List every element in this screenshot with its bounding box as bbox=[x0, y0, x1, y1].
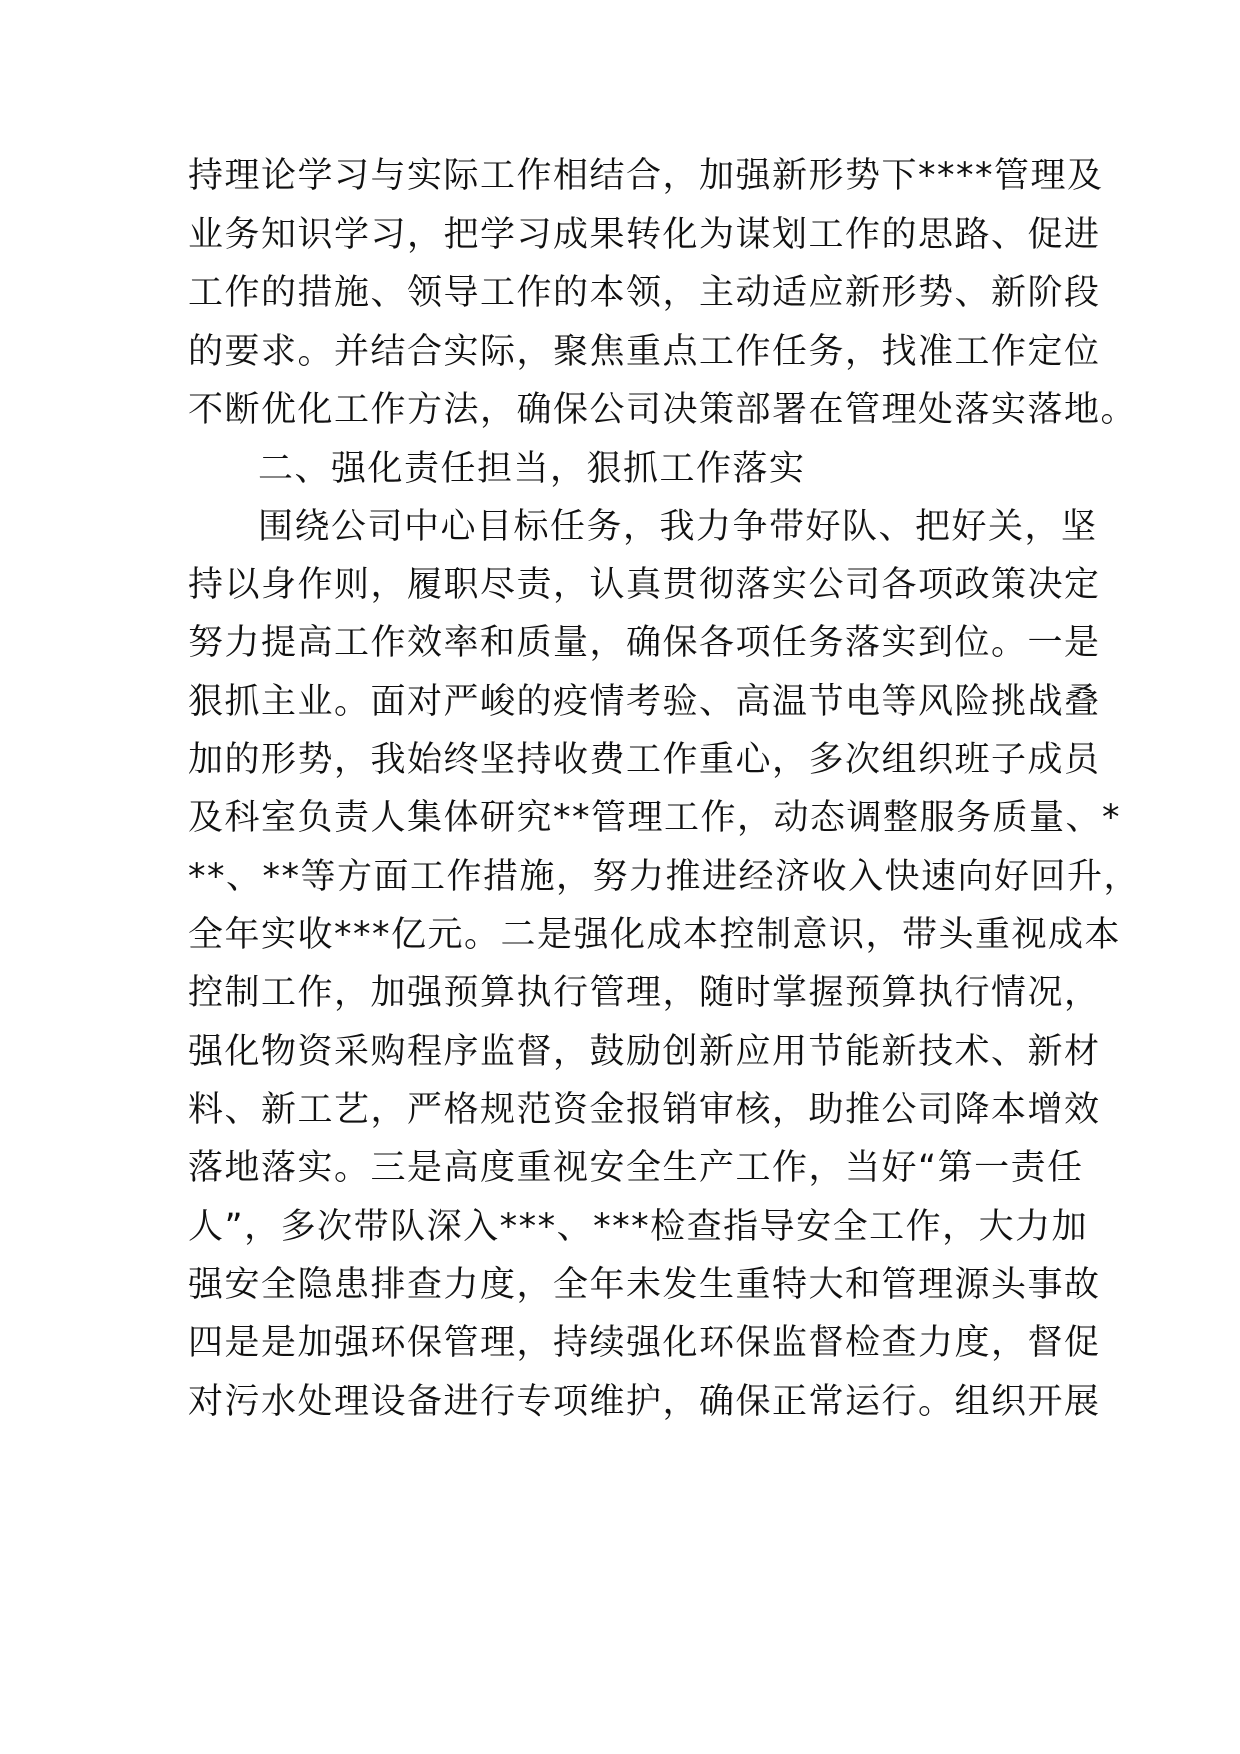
text-line: 围绕公司中心目标任务，我力争带好队、把好关，坚 bbox=[258, 507, 1098, 547]
text-line: **、**等方面工作措施，努力推进经济收入快速向好回升， bbox=[188, 857, 1141, 897]
text-line: 四是是加强环保管理，持续强化环保监督检查力度，督促 bbox=[188, 1323, 1101, 1363]
text-line: 对污水处理设备进行专项维护，确保正常运行。组织开展 bbox=[188, 1382, 1101, 1422]
text-line: 业务知识学习，把学习成果转化为谋划工作的思路、促进 bbox=[188, 215, 1101, 255]
text-line: 加的形势，我始终坚持收费工作重心，多次组织班子成员 bbox=[188, 740, 1101, 780]
text-line: 狠抓主业。面对严峻的疫情考验、高温节电等风险挑战叠 bbox=[188, 682, 1101, 722]
text-line: 强化物资采购程序监督，鼓励创新应用节能新技术、新材 bbox=[188, 1032, 1101, 1072]
text-line: 工作的措施、领导工作的本领，主动适应新形势、新阶段 bbox=[188, 273, 1101, 313]
text-line: 全年实收***亿元。二是强化成本控制意识，带头重视成本 bbox=[188, 915, 1122, 955]
text-line: 及科室负责人集体研究**管理工作，动态调整服务质量、* bbox=[188, 798, 1122, 838]
text-line: 持以身作则，履职尽责，认真贯彻落实公司各项政策决定 bbox=[188, 565, 1101, 605]
text-line: 努力提高工作效率和质量，确保各项任务落实到位。一是 bbox=[188, 623, 1101, 663]
text-line: 控制工作，加强预算执行管理，随时掌握预算执行情况， bbox=[188, 973, 1101, 1013]
text-line: 料、新工艺，严格规范资金报销审核，助推公司降本增效 bbox=[188, 1090, 1101, 1130]
text-line: 强安全隐患排查力度，全年未发生重特大和管理源头事故 bbox=[188, 1265, 1101, 1305]
text-line: 不断优化工作方法，确保公司决策部署在管理处落实落地。 bbox=[188, 390, 1138, 430]
text-line: 的要求。并结合实际，聚焦重点工作任务，找准工作定位 bbox=[188, 332, 1101, 372]
text-line: 人”，多次带队深入***、***检查指导安全工作，大力加 bbox=[188, 1207, 1089, 1247]
text-line: 持理论学习与实际工作相结合，加强新形势下****管理及 bbox=[188, 156, 1104, 196]
section-heading: 二、强化责任担当，狠抓工作落实 bbox=[258, 449, 806, 489]
text-line: 落地落实。三是高度重视安全生产工作，当好“第一责任 bbox=[188, 1148, 1084, 1188]
